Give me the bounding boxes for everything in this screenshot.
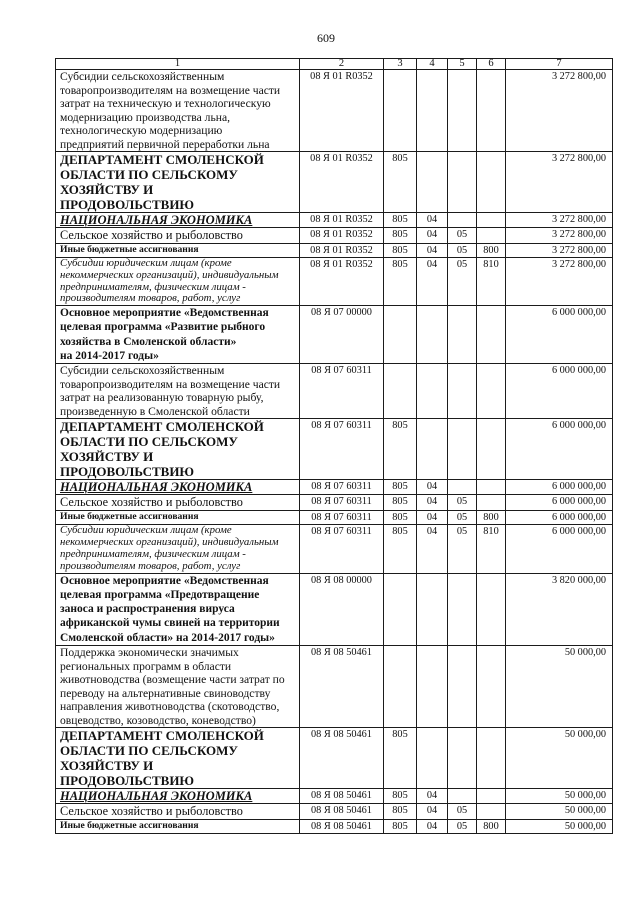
expense-type-cell: 800 (477, 511, 506, 525)
section-code-cell (417, 728, 448, 789)
row-name-cell (56, 213, 300, 228)
table-row (56, 495, 613, 511)
table-row (56, 419, 613, 480)
row-name-cell (56, 480, 300, 495)
department-code-cell: 805 (384, 419, 417, 480)
row-name-line: переводу на альтернативные свиноводству (60, 686, 271, 700)
row-name-line: ОБЛАСТИ ПО СЕЛЬСКОМУ (60, 434, 238, 450)
subsection-code-cell (448, 364, 477, 419)
row-name-line: ПРОДОВОЛЬСТВИЮ (60, 773, 195, 789)
subsection-code-cell: 05 (448, 511, 477, 525)
row-name-line: направления животноводства (скотоводство, (60, 700, 280, 714)
expense-type-cell (477, 152, 506, 213)
subsection-code-cell (448, 728, 477, 789)
amount-cell: 50 000,00 (506, 646, 613, 728)
department-code-cell (384, 364, 417, 419)
row-name-line: ДЕПАРТАМЕНТ СМОЛЕНСКОЙ (60, 728, 264, 744)
row-name-line: Поддержка экономически значимых (60, 646, 239, 660)
expense-type-cell: 810 (477, 525, 506, 573)
code-cell: 08 Я 07 60311 (300, 419, 384, 480)
row-name-line: Сельское хозяйство и рыболовство (60, 228, 243, 242)
code-cell: 08 Я 07 60311 (300, 525, 384, 573)
table-row (56, 244, 613, 258)
code-cell: 08 Я 01 R0352 (300, 244, 384, 258)
subsection-code-cell (448, 789, 477, 804)
department-code-cell (384, 70, 417, 152)
code-cell: 08 Я 08 50461 (300, 728, 384, 789)
row-name-line: хозяйства в Смоленской области» (60, 335, 237, 348)
row-name-line: Субсидии юридическим лицам (кроме (60, 257, 232, 269)
subsection-code-cell: 05 (448, 820, 477, 834)
department-code-cell: 805 (384, 511, 417, 525)
table-row (56, 70, 613, 152)
code-cell: 08 Я 07 60311 (300, 511, 384, 525)
code-cell: 08 Я 07 60311 (300, 495, 384, 511)
section-code-cell: 04 (417, 480, 448, 495)
amount-cell: 6 000 000,00 (506, 364, 613, 419)
department-code-cell (384, 306, 417, 364)
row-name-cell (56, 573, 300, 645)
row-name-line: целевая программа «Развитие рыбного (60, 321, 266, 334)
row-name-cell (56, 789, 300, 804)
row-name-line: Иные бюджетные ассигнования (60, 244, 199, 255)
header-cell-3: 3 (384, 59, 417, 70)
section-code-cell: 04 (417, 804, 448, 820)
expense-type-cell (477, 728, 506, 789)
row-name-line: ПРОДОВОЛЬСТВИЮ (60, 197, 195, 212)
table-row (56, 258, 613, 306)
amount-cell: 3 272 800,00 (506, 152, 613, 213)
subsection-code-cell: 05 (448, 495, 477, 511)
table-row (56, 213, 613, 228)
table-body (56, 70, 613, 834)
expense-type-cell: 810 (477, 258, 506, 306)
row-name-line: Субсидии сельскохозяйственным (60, 364, 225, 378)
row-name-cell (56, 525, 300, 573)
row-name-line: производителям товаров, работ, услуг (60, 559, 241, 572)
section-code-cell: 04 (417, 525, 448, 573)
amount-cell: 3 272 800,00 (506, 244, 613, 258)
row-name-line: Субсидии юридическим лицам (кроме (60, 524, 232, 537)
row-name-line: овцеводство, козоводство, коневодство) (60, 713, 256, 727)
table-row (56, 646, 613, 728)
page-number: 609 (317, 31, 335, 45)
row-name-line: Субсидии сельскохозяйственным (60, 70, 225, 83)
row-name-cell (56, 728, 300, 789)
row-name-line: затрат на техническую и технологическую (60, 97, 271, 110)
amount-cell: 50 000,00 (506, 820, 613, 834)
subsection-code-cell: 05 (448, 804, 477, 820)
section-code-cell: 04 (417, 258, 448, 306)
section-code-cell (417, 364, 448, 419)
amount-cell: 50 000,00 (506, 789, 613, 804)
table-row (56, 820, 613, 834)
row-name-cell (56, 804, 300, 820)
row-name-line: ХОЗЯЙСТВУ И (60, 758, 154, 774)
department-code-cell: 805 (384, 495, 417, 511)
subsection-code-cell (448, 480, 477, 495)
row-name-line: африканской чумы свиней на территории (60, 617, 280, 630)
section-code-cell (417, 306, 448, 364)
header-cell-5: 5 (448, 59, 477, 70)
row-name-line: произведенную в Смоленской области (60, 404, 250, 418)
row-name-line: предприятий первичной переработки льна (60, 137, 270, 151)
section-code-cell: 04 (417, 495, 448, 511)
row-name-line: Смоленской области» на 2014-2017 годы» (60, 631, 275, 644)
expense-type-cell: 800 (477, 244, 506, 258)
subsection-code-cell: 05 (448, 525, 477, 573)
code-cell: 08 Я 01 R0352 (300, 228, 384, 244)
department-code-cell: 805 (384, 228, 417, 244)
row-name-line: модернизацию производства льна, (60, 110, 230, 124)
section-code-cell (417, 152, 448, 213)
department-code-cell: 805 (384, 820, 417, 834)
row-name-line: предпринимателям, физическим лицам - (60, 280, 246, 293)
row-name-line: ОБЛАСТИ ПО СЕЛЬСКОМУ (60, 743, 238, 759)
row-name-cell (56, 152, 300, 213)
row-name-line: ДЕПАРТАМЕНТ СМОЛЕНСКОЙ (60, 152, 264, 167)
header-cell-1: 1 (56, 59, 300, 70)
amount-cell: 3 272 800,00 (506, 228, 613, 244)
table-row (56, 525, 613, 573)
row-name-line: Иные бюджетные ассигнования (60, 511, 199, 523)
department-code-cell: 805 (384, 525, 417, 573)
row-name-line: заноса и распространения вируса (60, 603, 235, 616)
subsection-code-cell (448, 573, 477, 645)
department-code-cell: 805 (384, 258, 417, 306)
row-name-line: некоммерческих организаций), индивидуальным (60, 536, 279, 549)
row-name-line: технологическую модернизацию (60, 124, 223, 137)
table-header-row (56, 59, 613, 70)
expense-type-cell (477, 70, 506, 152)
row-name-cell (56, 495, 300, 511)
department-code-cell: 805 (384, 213, 417, 228)
table-row (56, 573, 613, 645)
row-name-line: затрат на реализованную товарную рыбу, (60, 391, 264, 405)
code-cell: 08 Я 01 R0352 (300, 70, 384, 152)
code-cell: 08 Я 08 00000 (300, 573, 384, 645)
subsection-code-cell: 05 (448, 244, 477, 258)
row-name-line: ХОЗЯЙСТВУ И (60, 182, 154, 197)
header-cell-7: 7 (506, 59, 613, 70)
expense-type-cell (477, 804, 506, 820)
expense-type-cell (477, 573, 506, 645)
amount-cell: 3 820 000,00 (506, 573, 613, 645)
row-name-line: некоммерческих организаций), индивидуальным (60, 268, 279, 281)
department-code-cell: 805 (384, 728, 417, 789)
row-name-line: животноводства (возмещение части затрат по (60, 673, 285, 687)
table-row (56, 480, 613, 495)
section-code-cell: 04 (417, 244, 448, 258)
amount-cell: 3 272 800,00 (506, 70, 613, 152)
section-code-cell: 04 (417, 213, 448, 228)
row-name-cell (56, 306, 300, 364)
row-name-cell (56, 258, 300, 306)
table-row (56, 728, 613, 789)
row-name-line: ХОЗЯЙСТВУ И (60, 449, 154, 465)
row-name-line: предпринимателям, физическим лицам - (60, 547, 246, 560)
table-row (56, 306, 613, 364)
amount-cell: 6 000 000,00 (506, 306, 613, 364)
subsection-code-cell (448, 152, 477, 213)
row-name-line: региональных программ в области (60, 659, 232, 673)
department-code-cell: 805 (384, 789, 417, 804)
amount-cell: 3 272 800,00 (506, 258, 613, 306)
budget-table (55, 58, 613, 834)
row-name-line: производителям товаров, работ, услуг (60, 292, 241, 305)
code-cell: 08 Я 07 60311 (300, 364, 384, 419)
section-code-cell: 04 (417, 511, 448, 525)
header-cell-2: 2 (300, 59, 384, 70)
row-name-line: НАЦИОНАЛЬНАЯ ЭКОНОМИКА (60, 480, 253, 495)
subsection-code-cell (448, 213, 477, 228)
amount-cell: 6 000 000,00 (506, 511, 613, 525)
row-name-line: Основное мероприятие «Ведомственная (60, 574, 269, 587)
code-cell: 08 Я 08 50461 (300, 820, 384, 834)
department-code-cell: 805 (384, 804, 417, 820)
section-code-cell (417, 646, 448, 728)
table-row (56, 152, 613, 213)
row-name-cell (56, 511, 300, 525)
table-row (56, 789, 613, 804)
table-row (56, 228, 613, 244)
row-name-line: ОБЛАСТИ ПО СЕЛЬСКОМУ (60, 167, 238, 182)
row-name-line: Иные бюджетные ассигнования (60, 820, 199, 832)
department-code-cell (384, 573, 417, 645)
subsection-code-cell (448, 646, 477, 728)
row-name-line: НАЦИОНАЛЬНАЯ ЭКОНОМИКА (60, 789, 253, 804)
row-name-cell (56, 244, 300, 258)
subsection-code-cell: 05 (448, 258, 477, 306)
row-name-line: ДЕПАРТАМЕНТ СМОЛЕНСКОЙ (60, 419, 264, 435)
section-code-cell (417, 419, 448, 480)
row-name-line: Сельское хозяйство и рыболовство (60, 804, 243, 819)
department-code-cell (384, 646, 417, 728)
row-name-cell (56, 820, 300, 834)
department-code-cell: 805 (384, 152, 417, 213)
expense-type-cell (477, 480, 506, 495)
row-name-line: товаропроизводителям на возмещение части (60, 377, 281, 391)
department-code-cell: 805 (384, 480, 417, 495)
row-name-line: товаропроизводителям на возмещение части (60, 83, 281, 97)
expense-type-cell (477, 364, 506, 419)
code-cell: 08 Я 01 R0352 (300, 213, 384, 228)
code-cell: 08 Я 08 50461 (300, 789, 384, 804)
row-name-cell (56, 70, 300, 152)
subsection-code-cell: 05 (448, 228, 477, 244)
table-row (56, 511, 613, 525)
header-cell-4: 4 (417, 59, 448, 70)
code-cell: 08 Я 07 60311 (300, 480, 384, 495)
department-code-cell: 805 (384, 244, 417, 258)
row-name-cell (56, 646, 300, 728)
section-code-cell: 04 (417, 789, 448, 804)
header-cell-6: 6 (477, 59, 506, 70)
subsection-code-cell (448, 419, 477, 480)
code-cell: 08 Я 01 R0352 (300, 258, 384, 306)
subsection-code-cell (448, 306, 477, 364)
expense-type-cell (477, 495, 506, 511)
code-cell: 08 Я 08 50461 (300, 804, 384, 820)
code-cell: 08 Я 08 50461 (300, 646, 384, 728)
amount-cell: 3 272 800,00 (506, 213, 613, 228)
row-name-line: Основное мероприятие «Ведомственная (60, 307, 269, 320)
row-name-line: НАЦИОНАЛЬНАЯ ЭКОНОМИКА (60, 213, 253, 227)
table-row (56, 804, 613, 820)
expense-type-cell (477, 419, 506, 480)
section-code-cell (417, 70, 448, 152)
expense-type-cell (477, 646, 506, 728)
section-code-cell: 04 (417, 228, 448, 244)
expense-type-cell (477, 789, 506, 804)
expense-type-cell (477, 306, 506, 364)
table-row (56, 364, 613, 419)
row-name-line: Сельское хозяйство и рыболовство (60, 495, 243, 510)
amount-cell: 50 000,00 (506, 804, 613, 820)
row-name-cell (56, 364, 300, 419)
section-code-cell: 04 (417, 820, 448, 834)
expense-type-cell: 800 (477, 820, 506, 834)
expense-type-cell (477, 228, 506, 244)
row-name-cell (56, 419, 300, 480)
expense-type-cell (477, 213, 506, 228)
subsection-code-cell (448, 70, 477, 152)
row-name-line: на 2014-2017 годы» (60, 350, 159, 363)
amount-cell: 50 000,00 (506, 728, 613, 789)
amount-cell: 6 000 000,00 (506, 419, 613, 480)
code-cell: 08 Я 01 R0352 (300, 152, 384, 213)
row-name-cell (56, 228, 300, 244)
code-cell: 08 Я 07 00000 (300, 306, 384, 364)
amount-cell: 6 000 000,00 (506, 525, 613, 573)
section-code-cell (417, 573, 448, 645)
row-name-line: целевая программа «Предотвращение (60, 588, 260, 601)
amount-cell: 6 000 000,00 (506, 480, 613, 495)
row-name-line: ПРОДОВОЛЬСТВИЮ (60, 464, 195, 480)
amount-cell: 6 000 000,00 (506, 495, 613, 511)
